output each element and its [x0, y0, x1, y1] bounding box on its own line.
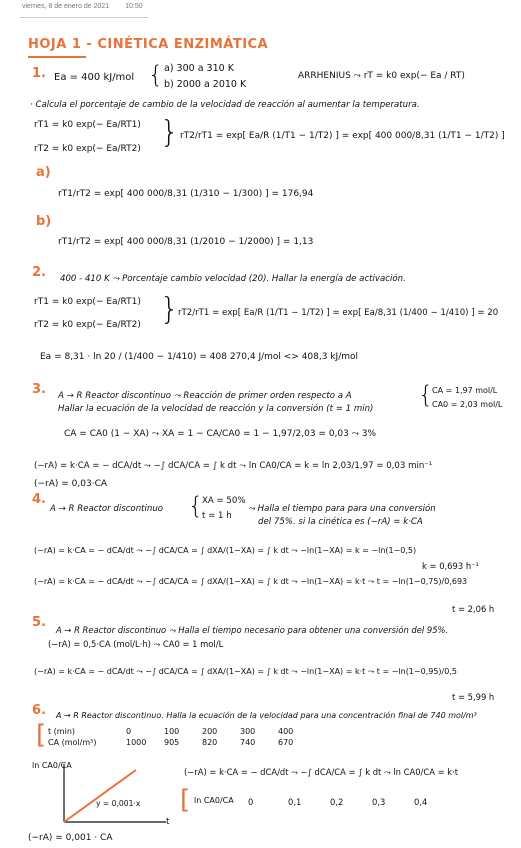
table-cell: 740: [240, 738, 256, 747]
p4-brace: {: [188, 492, 204, 520]
p2-ea: Ea = 8,31 · ln 20 / (1/400 − 1/410) = 408 270,4 J/mol <> 408,3 kJ/mol: [40, 352, 359, 362]
p4-line1b: ⤳ Halla el tiempo para para una conversión: [248, 504, 436, 514]
p4-k: k = 0,693 h⁻¹: [422, 561, 479, 571]
p1-sub-b-eq: rT1/rT2 = exp[ 400 000/8,31 (1/2010 − 1/2000) ] = 1,13: [58, 237, 314, 247]
table-row: [48, 737, 316, 748]
table-cell: 0: [126, 727, 132, 736]
p1-range-b: b) 2000 a 2010 K: [164, 79, 247, 90]
ln-value: 0,4: [414, 797, 428, 807]
p4-t: t = 1 h: [202, 511, 232, 521]
p3-line1: A → R Reactor discontinuo ⤳ Reacción de primer orden respecto a A: [58, 391, 352, 401]
p6-result: (−rA) = 0,001 · CA: [28, 833, 113, 843]
p2-rate-t1: rT1 = k0 exp(− Ea/RT1): [34, 297, 141, 307]
p1-rate-brace: }: [160, 115, 180, 150]
ln-value: 0,1: [288, 797, 302, 807]
p4-eq2: (−rA) = k·CA = − dCA/dt ⤳ −∫ dCA/CA = ∫ dXA/(1−XA) = ∫ k dt ⤳ −ln(1−XA) = k·t ⤳ t = −ln(1−0,75)/0,693: [34, 577, 468, 586]
problem-5-number: 5.: [32, 615, 46, 630]
header-divider: [20, 17, 148, 18]
p6-ln-label: ln CA0/CA: [194, 796, 234, 805]
problem-4-number: 4.: [32, 492, 46, 507]
table-cell: 400: [278, 727, 294, 736]
table-cell: 1000: [126, 738, 147, 747]
table-cell: 820: [202, 738, 218, 747]
graph-fit-equation: y = 0,001·x: [96, 799, 141, 808]
p4-eq1: (−rA) = k·CA = − dCA/dt ⤳ −∫ dCA/CA = ∫ dXA/(1−XA) = ∫ k dt ⤳ −ln(1−XA) = k = −ln(1−0,5): [34, 546, 417, 555]
p6-line1: A → R Reactor discontinuo. Halla la ecuación de la velocidad para una concentración final de 740 mol/m³: [56, 711, 477, 720]
p5-eq: (−rA) = k·CA = − dCA/dt ⤳ −∫ dCA/CA = ∫ dXA/(1−XA) = ∫ k dt ⤳ −ln(1−XA) = k·t ⤳ t = −ln(1−0,95)/0,5: [34, 667, 457, 676]
table-cell: 300: [240, 727, 256, 736]
problem-2-number: 2.: [32, 265, 46, 280]
title-underline: [28, 56, 86, 58]
p2-ratio: rT2/rT1 = exp[ Ea/R (1/T1 − 1/T2) ] = exp[ Ea/8,31 (1/400 − 1/410) ] = 20: [178, 308, 499, 318]
p1-sub-a-eq: rT1/rT2 = exp[ 400 000/8,31 (1/310 − 1/300) ] = 176,94: [58, 189, 314, 199]
p3-eq2: (−rA) = k·CA = − dCA/dt ⤳ −∫ dCA/CA = ∫ k dt ⤳ ln CA0/CA = k = ln 2,03/1,97 = 0,03 min⁻¹: [34, 461, 433, 471]
p1-sub-b: b): [36, 214, 52, 229]
ln-value: 0: [248, 797, 254, 807]
table-row: [48, 726, 316, 737]
p5-line1: A → R Reactor discontinuo ⤳ Halla el tiempo necesario para obtener una conversión del 95%.: [56, 625, 449, 635]
problem-1-number: 1.: [32, 66, 46, 81]
table-cell: 905: [164, 738, 180, 747]
table-row-label: t (min): [48, 727, 76, 736]
p2-rate-brace: }: [160, 292, 180, 327]
graph-x-label: t: [166, 817, 170, 827]
p1-rate-t2: rT2 = k0 exp(− Ea/RT2): [34, 144, 141, 154]
p1-rate-t1: rT1 = k0 exp(− Ea/RT1): [34, 120, 141, 130]
table-cell: 670: [278, 738, 294, 747]
p6-ln-bracket: [: [180, 785, 191, 815]
p3-ca: CA = 1,97 mol/L: [432, 386, 498, 395]
page-title: HOJA 1 - CINÉTICA ENZIMÁTICA: [28, 37, 269, 52]
p4-line2: del 75%. si la cinética es (−rA) = k·CA: [258, 517, 423, 527]
p1-ratio: rT2/rT1 = exp[ Ea/R (1/T1 − 1/T2) ] = exp[ 400 000/8,31 (1/T1 − 1/T2) ]: [180, 131, 505, 141]
table-cell: 200: [202, 727, 218, 736]
p3-ca0: CA0 = 2,03 mol/L: [432, 400, 503, 409]
p5-t: t = 5,99 h: [452, 692, 495, 702]
ln-value: 0,3: [372, 797, 386, 807]
p3-line2: Hallar la ecuación de la velocidad de reacción y la conversión (t = 1 min): [58, 404, 374, 414]
p3-eq1: CA = CA0 (1 − XA) ⤳ XA = 1 − CA/CA0 = 1 − 1,97/2,03 = 0,03 ⤳ 3%: [64, 429, 377, 439]
p3-eq3: (−rA) = 0,03·CA: [34, 479, 108, 489]
table-row-label: CA (mol/m³): [48, 738, 97, 747]
p1-arrhenius: ARRHENIUS ⤳ rT = k0 exp(− Ea / RT): [298, 71, 465, 81]
p4-xa: XA = 50%: [202, 496, 246, 506]
p5-line2: (−rA) = 0,5·CA (mol/L·h) ⤳ CA0 = 1 mol/L: [48, 639, 224, 649]
problem-3-number: 3.: [32, 382, 46, 397]
p6-table-bracket: [: [36, 720, 47, 750]
graph-y-label: ln CA0/CA: [32, 761, 72, 770]
p1-range-a: a) 300 a 310 K: [164, 63, 234, 74]
header-time: 10:50: [125, 3, 143, 10]
p6-graph: [52, 760, 172, 830]
p6-data-table: [48, 726, 316, 748]
p6-eq: (−rA) = k·CA = − dCA/dt ⤳ −∫ dCA/CA = ∫ k dt ⤳ ln CA0/CA = k·t: [184, 767, 459, 777]
p1-ea: Ea = 400 kJ/mol: [54, 72, 135, 83]
header-date: viernes, 8 de enero de 2021: [22, 3, 110, 10]
table-cell: 100: [164, 727, 180, 736]
p4-line1: A → R Reactor discontinuo: [50, 504, 164, 514]
p4-t2: t = 2,06 h: [452, 604, 495, 614]
p3-brace: {: [418, 381, 434, 409]
graph-fit-line: [64, 770, 136, 822]
page-header: [22, 3, 157, 10]
problem-6-number: 6.: [32, 703, 46, 718]
p2-statement: 400 - 410 K ⤳ Porcentaje cambio velocidad (20). Hallar la energía de activación.: [60, 274, 406, 284]
p2-rate-t2: rT2 = k0 exp(− Ea/RT2): [34, 320, 141, 330]
p1-sub-a: a): [36, 165, 51, 180]
ln-value: 0,2: [330, 797, 344, 807]
p1-statement: · Calcula el porcentaje de cambio de la velocidad de reacción al aumentar la temperatura.: [30, 100, 420, 110]
p1-brace: {: [148, 61, 164, 89]
